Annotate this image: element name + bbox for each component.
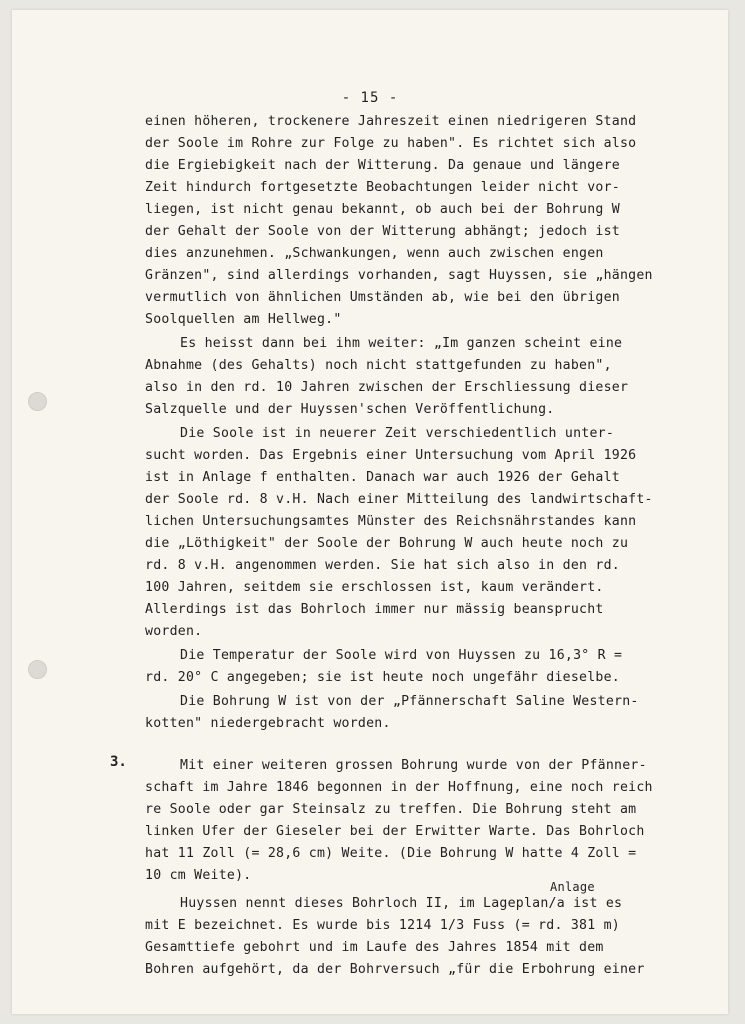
text-line: re Soole oder gar Steinsalz zu treffen. Die Bohrung steht am bbox=[145, 802, 637, 817]
text-line: linken Ufer der Gieseler bei der Erwitter Warte. Das Bohrloch bbox=[145, 824, 645, 839]
text-line: ist in Anlage f enthalten. Danach war auch 1926 der Gehalt bbox=[145, 470, 620, 485]
text-line: Die Soole ist in neuerer Zeit verschiedentlich unter- bbox=[180, 426, 615, 441]
text-line: 10 cm Weite). bbox=[145, 868, 252, 883]
text-line: dies anzunehmen. „Schwankungen, wenn auch zwischen engen bbox=[145, 246, 604, 261]
punch-hole bbox=[28, 660, 47, 679]
text-line: worden. bbox=[145, 624, 203, 639]
text-line: mit E bezeichnet. Es wurde bis 1214 1/3 Fuss (= rd. 381 m) bbox=[145, 918, 620, 933]
text-line: Die Bohrung W ist von der „Pfännerschaft Saline Western- bbox=[180, 694, 639, 709]
punch-hole bbox=[28, 392, 47, 411]
text-line: Es heisst dann bei ihm weiter: „Im ganzen scheint eine bbox=[180, 336, 623, 351]
document-page bbox=[12, 10, 728, 1014]
text-line: lichen Untersuchungsamtes Münster des Reichsnährstandes kann bbox=[145, 514, 637, 529]
text-line: Salzquelle und der Huyssen'schen Veröffentlichung. bbox=[145, 402, 555, 417]
text-line: die „Löthigkeit" der Soole der Bohrung W auch heute noch zu bbox=[145, 536, 629, 551]
text-line: sucht worden. Das Ergebnis einer Untersuchung vom April 1926 bbox=[145, 448, 637, 463]
text-line: die Ergiebigkeit nach der Witterung. Da genaue und längere bbox=[145, 158, 620, 173]
text-line: der Soole im Rohre zur Folge zu haben". Es richtet sich also bbox=[145, 136, 637, 151]
text-line: Gesamttiefe gebohrt und im Laufe des Jahres 1854 mit dem bbox=[145, 940, 604, 955]
text-line: Abnahme (des Gehalts) noch nicht stattgefunden zu haben", bbox=[145, 358, 612, 373]
text-line: Soolquellen am Hellweg." bbox=[145, 312, 342, 327]
handwritten-annotation: Anlage bbox=[550, 880, 595, 894]
text-line: Allerdings ist das Bohrloch immer nur mässig beansprucht bbox=[145, 602, 604, 617]
text-line: Zeit hindurch fortgesetzte Beobachtungen leider nicht vor- bbox=[145, 180, 620, 195]
text-line: schaft im Jahre 1846 begonnen in der Hoffnung, eine noch reich bbox=[145, 780, 653, 795]
text-line: hat 11 Zoll (= 28,6 cm) Weite. (Die Bohrung W hatte 4 Zoll = bbox=[145, 846, 637, 861]
text-line: der Gehalt der Soole von der Witterung abhängt; jedoch ist bbox=[145, 224, 620, 239]
page-number: - 15 - bbox=[341, 90, 399, 106]
text-line: einen höheren, trockenere Jahreszeit einen niedrigeren Stand bbox=[145, 114, 637, 129]
text-line: vermutlich von ähnlichen Umständen ab, wie bei den übrigen bbox=[145, 290, 620, 305]
text-line: Gränzen", sind allerdings vorhanden, sagt Huyssen, sie „hängen bbox=[145, 268, 653, 283]
text-line: Mit einer weiteren grossen Bohrung wurde von der Pfänner- bbox=[180, 758, 647, 773]
text-line: also in den rd. 10 Jahren zwischen der Erschliessung dieser bbox=[145, 380, 629, 395]
text-line: 100 Jahren, seitdem sie erschlossen ist, kaum verändert. bbox=[145, 580, 604, 595]
section-number: 3. bbox=[110, 754, 127, 770]
text-line: kotten" niedergebracht worden. bbox=[145, 716, 391, 731]
text-line: rd. 8 v.H. angenommen werden. Sie hat sich also in den rd. bbox=[145, 558, 620, 573]
text-line: Bohren aufgehört, da der Bohrversuch „für die Erbohrung einer bbox=[145, 962, 645, 977]
text-line: Huyssen nennt dieses Bohrloch II, im Lageplan/a ist es bbox=[180, 896, 623, 911]
text-line: der Soole rd. 8 v.H. Nach einer Mitteilung des landwirtschaft- bbox=[145, 492, 653, 507]
text-line: rd. 20° C angegeben; sie ist heute noch ungefähr dieselbe. bbox=[145, 670, 620, 685]
text-line: Die Temperatur der Soole wird von Huyssen zu 16,3° R = bbox=[180, 648, 623, 663]
text-line: liegen, ist nicht genau bekannt, ob auch bei der Bohrung W bbox=[145, 202, 620, 217]
